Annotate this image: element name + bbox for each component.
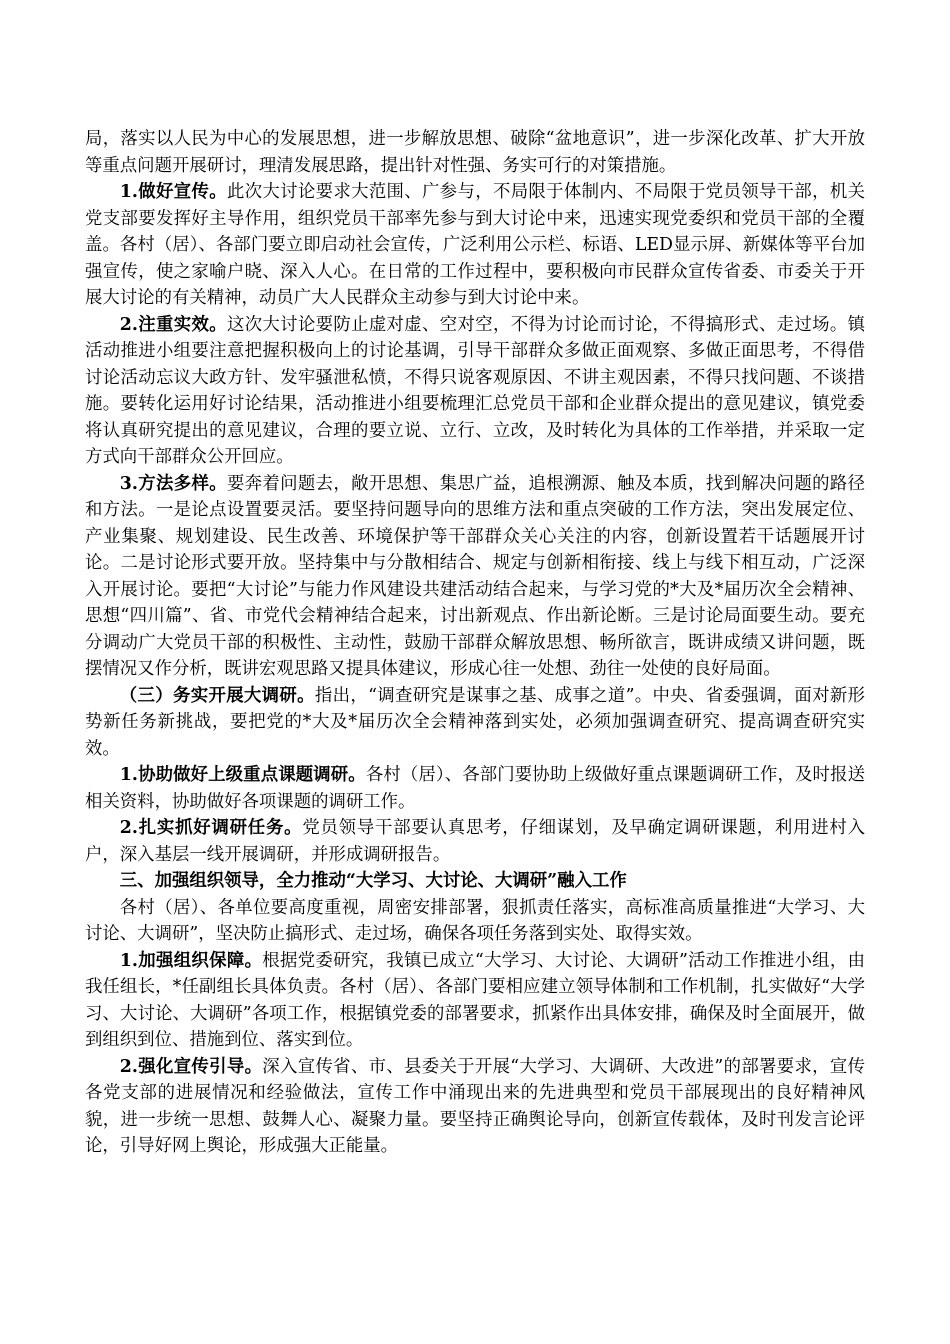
- paragraph-5: [85, 762, 865, 815]
- paragraph-10: [85, 1054, 865, 1160]
- paragraph-heading: 2.注重实效。: [119, 314, 227, 335]
- paragraph-heading: 1.加强组织保障。: [119, 950, 263, 971]
- document-body: [85, 126, 865, 1160]
- section-heading-three: [85, 868, 865, 895]
- paragraph-text: 要奔着问题去，敞开思想、集思广益，追根溯源、触及本质，找到解决问题的路径和方法。一是论点设置要灵活。要坚持问题导向的思维方法和重点突破的工作方法，突出发展定位、产业集聚、规划建设、民生改善、环境保护等干部群众关心关注的内容，创新设置若干话题展开讨论。二是讨论形式要开放。坚持集中与分散相结合、规定与创新相衔接、线上与线下相互动，广泛深入开展讨论。要把“大讨论”与能力作风建设共建活动结合起来，与学习党的*大及*届历次全会精神、思想“四川篇”、省、市党代会精神结合起来，讨出新观点、作出新论断。三是讨论局面要生动。要充分调动广大党员干部的积极性、主动性，鼓励干部群众解放思想、畅所欲言，既讲成绩又讲问题，既摆情况又作分析，既讲宏观思路又提具体建议，形成心往一处想、劲往一处使的良好局面。: [85, 473, 865, 679]
- paragraph-text: 此次大讨论要求大范围、广参与，不局限于体制内、不局限于党员领导干部，机关党支部要发挥好主导作用，组织党员干部率先参与到大讨论中来，迅速实现党委织和党员干部的全覆盖。各村（居）、各部门要立即启动社会宣传，广泛利用公示栏、标语、LED显示屏、新媒体等平台加强宣传，使之家喻户晓、深入人心。在日常的工作过程中，要积极向市民群众宣传省委、市委关于开展大讨论的有关精神，动员广大人民群众主动参与到大讨论中来。: [85, 182, 865, 308]
- paragraph-2: [85, 312, 865, 471]
- paragraph-6: [85, 815, 865, 868]
- paragraph-text: 局，落实以人民为中心的发展思想，进一步解放思想、破除“盆地意识”，进一步深化改革、扩大开放等重点问题开展研讨，理清发展思路，提出针对性强、务实可行的对策措施。: [85, 129, 865, 176]
- paragraph-9: [85, 948, 865, 1054]
- paragraph-heading: 3.方法多样。: [119, 473, 227, 494]
- paragraph-text: 根据党委研究，我镇已成立“大学习、大讨论、大调研”活动工作推进小组，由我任组长，*任副组长具体负责。各村（居）、各部门要相应建立领导体制和工作机制，扎实做好“大学习、大讨论、大调研”各项工作，根据镇党委的部署要求，抓紧作出具体安排，确保及时全面展开，做到组织到位、措施到位、落实到位。: [85, 950, 866, 1050]
- paragraph-1: [85, 179, 865, 312]
- section-heading-text: 三、加强组织领导，全力推动“大学习、大讨论、大调研”融入工作: [119, 871, 627, 891]
- paragraph-8: [85, 895, 865, 948]
- paragraph-3: [85, 471, 865, 683]
- section-heading-3: （三）务实开展大调研。: [119, 685, 315, 706]
- paragraph-text: 深入宣传省、市、县委关于开展“大学习、大调研、大改进”的部署要求，宣传各党支部的进展情况和经验做法，宣传工作中涌现出来的先进典型和党员干部展现出的良好精神风貌，进一步统一思想、鼓舞人心、凝聚力量。要坚持正确舆论导向，创新宣传载体，及时刊发言论评论，引导好网上舆论，形成强大正能量。: [85, 1056, 866, 1156]
- paragraph-heading: 1.协助做好上级重点课题调研。: [119, 765, 366, 785]
- paragraph-heading: 2.强化宣传引导。: [119, 1056, 263, 1077]
- paragraph-text: 党员领导干部要认真思考，仔细谋划，及早确定调研课题，利用进村入户，深入基层一线开展调研，并形成调研报告。: [85, 818, 865, 865]
- paragraph-heading: 2.扎实抓好调研任务。: [119, 818, 303, 838]
- paragraph-4: [85, 683, 865, 763]
- paragraph-text: 指出，“调查研究是谋事之基、成事之道”。中央、省委强调，面对新形势新任务新挑战，要把党的*大及*届历次全会精神落到实处，必须加强调查研究、提高调查研究实效。: [85, 685, 865, 759]
- paragraph-0: [85, 126, 865, 179]
- paragraph-text: 各村（居）、各部门要协助上级做好重点课题调研工作，及时报送相关资料，协助做好各项课题的调研工作。: [85, 765, 865, 812]
- paragraph-text: 各村（居）、各单位要高度重视，周密安排部署，狠抓责任落实，高标准高质量推进“大学习、大讨论、大调研”，坚决防止搞形式、走过场，确保各项任务落到实处、取得实效。: [85, 897, 865, 944]
- paragraph-text: 这次大讨论要防止虚对虚、空对空，不得为讨论而讨论，不得搞形式、走过场。镇活动推进小组要注意把握积极向上的讨论基调，引导干部群众多做正面观察、多做正面思考，不得借讨论活动忘议大政方针、发牢骚泄私愤，不得只说客观原因、不讲主观因素，不得只找问题、不谈措施。要转化运用好讨论结果，活动推进小组要梳理汇总党员干部和企业群众提出的意见建议，镇党委将认真研究提出的意见建议，合理的要立说、立行、立改，及时转化为具体的工作举措，并采取一定方式向干部群众公开回应。: [85, 314, 865, 467]
- paragraph-heading: 1.做好宣传。: [119, 182, 227, 202]
